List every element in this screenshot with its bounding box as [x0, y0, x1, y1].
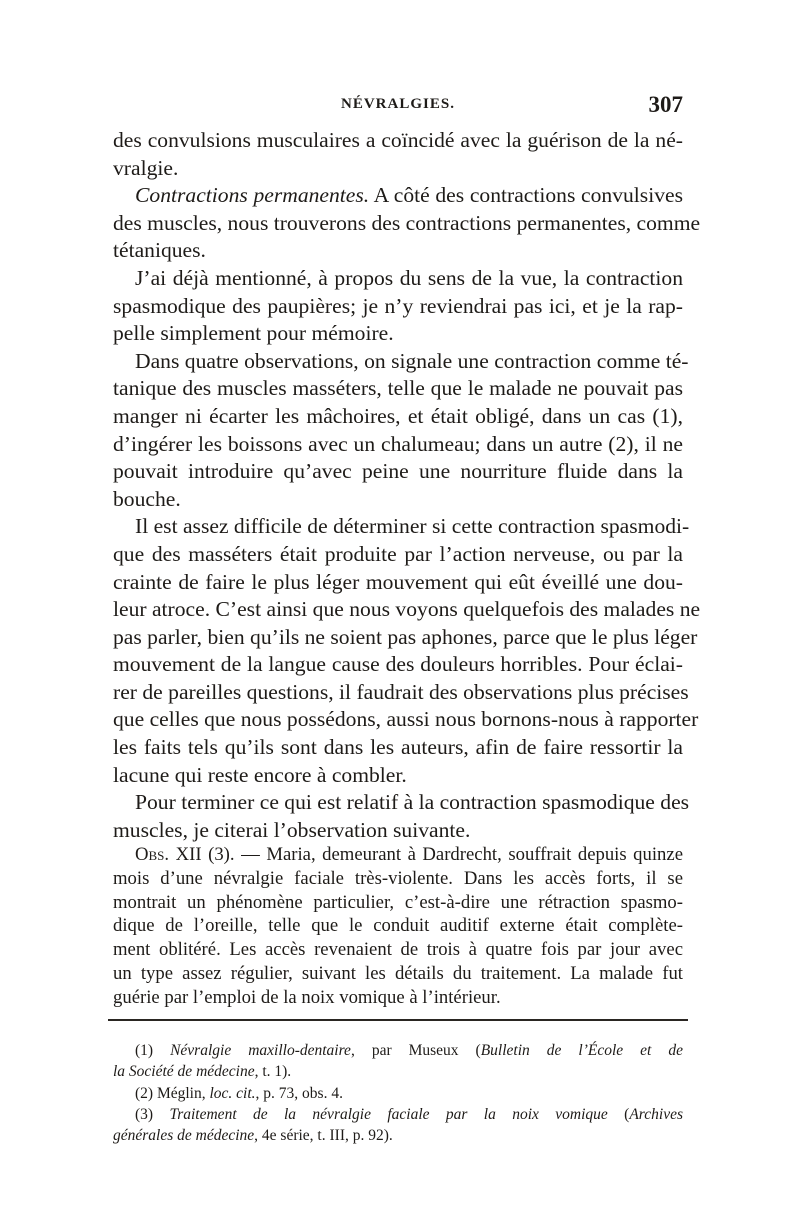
footnote-number: (2): [135, 1084, 157, 1102]
text-line: J’ai déjà mentionné, à propos du sens de la vue, la contraction: [135, 265, 683, 290]
text-line: Pour terminer ce qui est relatif à la contraction spasmodique des: [135, 790, 690, 815]
footnote-2: [113, 1083, 683, 1104]
paragraph: [113, 265, 683, 348]
text-line: [113, 182, 683, 210]
paragraph: [113, 127, 683, 182]
footnote-1-cont: [113, 1061, 683, 1082]
text-line: rer de pareilles questions, il faudrait des observations plus précises: [113, 679, 689, 704]
text-line: Dans quatre observations, on signale une contraction comme té-: [135, 348, 689, 373]
footnote-3: [113, 1104, 683, 1125]
text-line: des convulsions musculaires a coïncidé avec la guérison de la né-: [113, 128, 683, 152]
text-line: d’ingérer les boissons avec un chalumeau; dans un autre (2), il ne: [113, 431, 683, 456]
observation-block: [113, 843, 683, 1010]
text-line: mouvement de la langue cause des douleurs horribles. Pour éclai-: [113, 652, 683, 677]
running-title: NÉVRALGIES.: [341, 96, 455, 112]
text-line: que celles que nous possédons, aussi nous bornons-nous à rapporter: [113, 707, 699, 732]
text-line: tétaniques.: [113, 238, 206, 263]
text-run: , p. 73, obs. 4.: [255, 1084, 343, 1102]
text-run: XII (3). — Maria, demeurant à Dardrecht, souffrait depuis quinze: [169, 844, 683, 865]
text-line: crainte de faire le plus léger mouvement qui eût éveillé une dou-: [113, 569, 683, 594]
section-heading: Contractions permanentes.: [135, 183, 370, 208]
text-line: leur atroce. C’est ainsi que nous voyons quelquefois des malades ne: [113, 597, 701, 622]
text-run: Méglin,: [156, 1084, 210, 1102]
footnotes: [113, 1040, 683, 1146]
text-line: dique de l’oreille, telle que le conduit auditif externe était complète-: [113, 915, 683, 937]
paragraph: [113, 182, 701, 265]
text-line: bouche.: [113, 486, 181, 511]
text-line: que des masséters était produite par l’action nerveuse, ou par la: [113, 541, 683, 566]
footnote-1: [113, 1040, 683, 1061]
footnote-journal: Bulletin de l’École et de: [480, 1042, 683, 1059]
observation-label: Obs.: [135, 844, 170, 865]
text-line: des muscles, nous trouverons des contractions permanentes, comme: [113, 210, 701, 235]
text-run: , par Museux (: [350, 1042, 481, 1059]
text-line: tanique des muscles masséters, telle que le malade ne pouvait pas: [113, 376, 683, 401]
text-line: les faits tels qu’ils sont dans les auteurs, afin de faire ressortir la: [113, 735, 683, 760]
footnote-journal: générales de médecine: [113, 1127, 255, 1145]
footnote-journal: Archives: [629, 1105, 683, 1123]
paragraph: [113, 513, 701, 789]
text-run: , t. 1).: [254, 1063, 292, 1081]
paragraph: [113, 789, 690, 844]
text-line: pouvait introduire qu’avec peine une nourriture fluide dans la: [113, 459, 683, 484]
text-line: spasmodique des paupières; je n’y reviendrai pas ici, et je la rap-: [113, 293, 683, 318]
text-run: (: [607, 1105, 630, 1123]
text-run: A côté des contractions convulsives: [369, 183, 683, 208]
footnote-title: Traitement de la névralgie faciale par la noix vomique: [169, 1105, 608, 1123]
footnote-divider: [108, 1019, 688, 1021]
text-line: guérie par l’emploi de la noix vomique à l’intérieur.: [113, 986, 501, 1008]
footnote-number: (3): [135, 1105, 170, 1123]
footnote-3-cont: [113, 1125, 683, 1146]
text-line: Il est assez difficile de déterminer si cette contraction spasmodi-: [135, 514, 690, 539]
footnote-title: Névralgie maxillo-dentaire: [170, 1042, 351, 1059]
text-line: lacune qui reste encore à combler.: [113, 762, 407, 787]
text-line: montrait un phénomène particulier, c’est-à-dire une rétraction spasmo-: [113, 891, 683, 913]
text-line: mois d’une névralgie faciale très-violente. Dans les accès forts, il se: [113, 867, 683, 889]
text-line: un type assez régulier, suivant les détails du traitement. La malade fut: [113, 962, 683, 984]
text-line: manger ni écarter les mâchoires, et était obligé, dans un cas (1),: [113, 403, 683, 428]
text-line: pelle simplement pour mémoire.: [113, 321, 394, 346]
footnote-journal: la Société de médecine: [113, 1063, 255, 1081]
text-line: pas parler, bien qu’ils ne soient pas aphones, parce que le plus léger: [113, 624, 698, 649]
text-line: [113, 843, 683, 867]
text-line: vralgie.: [113, 155, 179, 180]
page-number: 307: [648, 92, 683, 117]
text-line: ment oblitéré. Les accès revenaient de trois à quatre fois par jour avec: [113, 939, 683, 961]
paragraph: [113, 348, 689, 514]
text-line: muscles, je citerai l’observation suivante.: [113, 817, 471, 842]
footnote-number: (1): [135, 1042, 171, 1059]
page-header: [113, 92, 683, 126]
main-text: [113, 127, 701, 844]
footnote-ref: loc. cit.: [209, 1084, 256, 1102]
text-run: , 4e série, t. III, p. 92).: [254, 1127, 393, 1145]
